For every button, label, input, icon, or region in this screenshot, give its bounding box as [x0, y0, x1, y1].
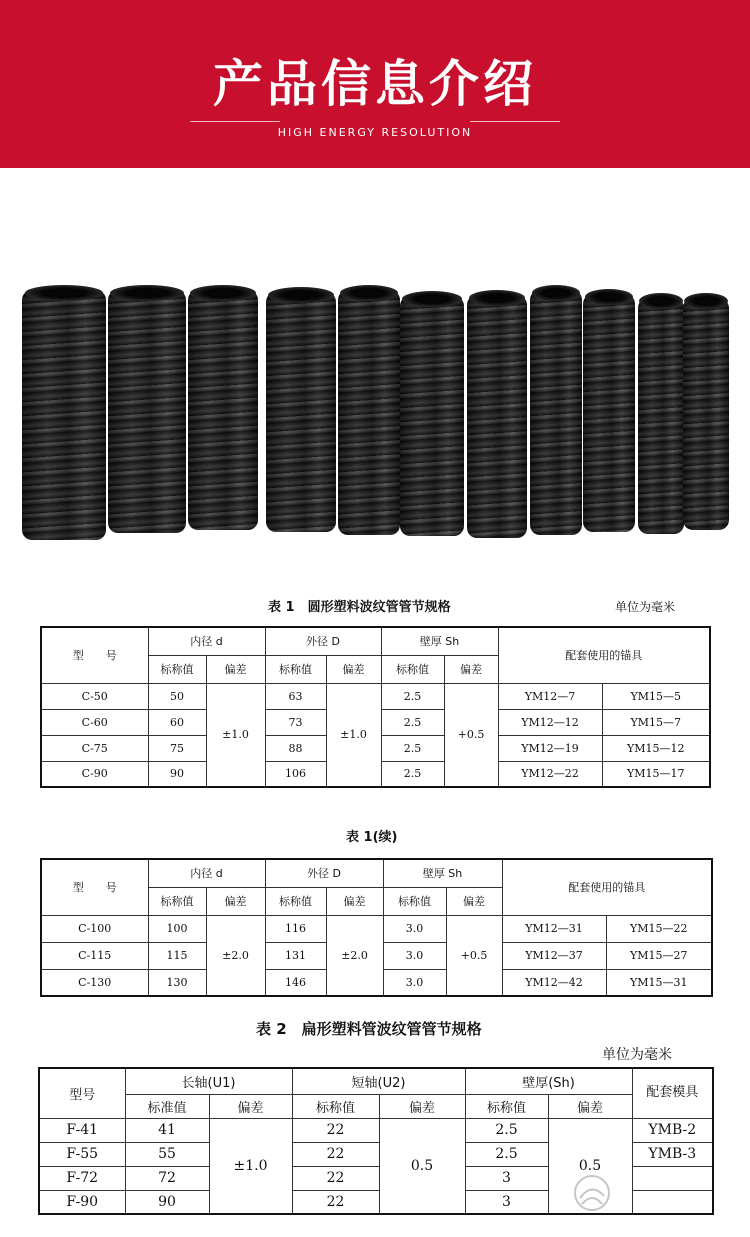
cell-outer: 116: [265, 915, 326, 942]
divider-left: [190, 121, 280, 122]
cell-anchor: YM15—22: [606, 915, 712, 942]
cell-long: 90: [125, 1190, 209, 1214]
cell-model: C-115: [41, 942, 148, 969]
cell-anchor: YM15—27: [606, 942, 712, 969]
cell-wall-deviation: 0.5: [548, 1118, 632, 1214]
cell-inner-deviation: ±1.0: [206, 683, 265, 787]
pipe: [108, 290, 186, 533]
cell-anchor: YM12—19: [498, 735, 602, 761]
cell-model: F-55: [39, 1142, 125, 1166]
header-deviation: 偏差: [444, 655, 498, 683]
cell-wall: 2.5: [381, 709, 444, 735]
cell-anchor: YMB-2: [632, 1118, 713, 1142]
cell-long: 41: [125, 1118, 209, 1142]
cell-model: F-90: [39, 1190, 125, 1214]
cell-model: F-41: [39, 1118, 125, 1142]
header-deviation: 偏差: [379, 1094, 465, 1118]
cell-outer-deviation: ±1.0: [326, 683, 381, 787]
header-deviation: 偏差: [206, 887, 265, 915]
cell-anchor: YMB-3: [632, 1142, 713, 1166]
cell-wall: 3.0: [383, 942, 446, 969]
table-row: [39, 1118, 713, 1142]
watermark-logo: [572, 1168, 732, 1224]
cell-outer-deviation: ±2.0: [326, 915, 383, 996]
cell-inner: 50: [148, 683, 206, 709]
pipe: [583, 294, 635, 532]
pipe: [467, 295, 527, 538]
header-deviation: 偏差: [548, 1094, 632, 1118]
cell-anchor: YM12—7: [498, 683, 602, 709]
header-deviation: 偏差: [209, 1094, 292, 1118]
cell-model: C-100: [41, 915, 148, 942]
table2-unit: 单位为毫米: [602, 1047, 672, 1063]
pipe: [400, 296, 464, 536]
cell-anchor: YM15—31: [606, 969, 712, 996]
cell-inner-deviation: ±2.0: [206, 915, 265, 996]
header-nominal: 标称值: [148, 887, 206, 915]
header-deviation: 偏差: [206, 655, 265, 683]
pipe: [188, 290, 258, 530]
cell-wall: 3: [465, 1190, 548, 1214]
cell-outer: 63: [265, 683, 326, 709]
divider-right: [470, 121, 560, 122]
header-inner: 内径 d: [148, 627, 265, 655]
cell-inner: 100: [148, 915, 206, 942]
cell-wall: 3.0: [383, 969, 446, 996]
header-banner: [0, 0, 750, 168]
header-outer: 外径 D: [265, 859, 383, 887]
cell-model: F-72: [39, 1166, 125, 1190]
header-nominal: 标称值: [292, 1094, 379, 1118]
banner-subtitle: HIGH ENERGY RESOLUTION: [277, 126, 473, 139]
header-wall: 壁厚 Sh: [381, 627, 498, 655]
cell-inner: 75: [148, 735, 206, 761]
watermark-emblem-icon: [572, 1168, 612, 1218]
cell-long: 72: [125, 1166, 209, 1190]
cell-anchor: YM12—42: [502, 969, 606, 996]
table-row: [41, 683, 710, 709]
cell-short: 22: [292, 1190, 379, 1214]
header-short-axis: 短轴(U2): [292, 1068, 465, 1094]
cell-anchor: YM15—12: [602, 735, 710, 761]
cell-anchor: YM12—37: [502, 942, 606, 969]
cell-long-deviation: ±1.0: [209, 1118, 292, 1214]
table-row: [41, 915, 712, 942]
table1b-caption: 表 1(续): [346, 830, 398, 845]
header-anchor: 配套使用的锚具: [502, 859, 712, 915]
header-nominal: 标称值: [265, 655, 326, 683]
pipe: [638, 298, 684, 534]
cell-inner: 115: [148, 942, 206, 969]
cell-anchor: YM12—31: [502, 915, 606, 942]
pipe: [338, 290, 400, 535]
cell-anchor: YM15—5: [602, 683, 710, 709]
header-standard: 标准值: [125, 1094, 209, 1118]
header-nominal: 标称值: [265, 887, 326, 915]
cell-wall: 2.5: [465, 1142, 548, 1166]
cell-long: 55: [125, 1142, 209, 1166]
cell-anchor: YM12—22: [498, 761, 602, 787]
product-image: [0, 240, 750, 540]
cell-inner: 90: [148, 761, 206, 787]
header-deviation: 偏差: [326, 887, 383, 915]
cell-model: C-75: [41, 735, 148, 761]
cell-wall: 2.5: [465, 1118, 548, 1142]
cell-anchor: YM15—17: [602, 761, 710, 787]
cell-outer: 131: [265, 942, 326, 969]
header-wall: 壁厚(Sh): [465, 1068, 632, 1094]
header-inner: 内径 d: [148, 859, 265, 887]
table1-caption: 表 1 圆形塑料波纹管管节规格: [268, 600, 451, 615]
cell-outer: 146: [265, 969, 326, 996]
cell-wall-deviation: +0.5: [446, 915, 502, 996]
header-nominal: 标称值: [465, 1094, 548, 1118]
cell-model: C-90: [41, 761, 148, 787]
header-nominal: 标称值: [383, 887, 446, 915]
cell-outer: 106: [265, 761, 326, 787]
pipe: [530, 290, 582, 535]
cell-short: 22: [292, 1142, 379, 1166]
table1-unit: 单位为毫米: [615, 600, 676, 614]
cell-anchor: YM12—12: [498, 709, 602, 735]
header-anchor: 配套使用的锚具: [498, 627, 710, 683]
cell-inner: 130: [148, 969, 206, 996]
cell-wall: 2.5: [381, 735, 444, 761]
cell-wall: 2.5: [381, 683, 444, 709]
header-long-axis: 长轴(U1): [125, 1068, 292, 1094]
header-anchor: 配套模具: [632, 1068, 713, 1118]
header-nominal: 标称值: [148, 655, 206, 683]
cell-model: C-50: [41, 683, 148, 709]
header-outer: 外径 D: [265, 627, 381, 655]
cell-wall: 2.5: [381, 761, 444, 787]
pipe: [22, 290, 106, 540]
header-deviation: 偏差: [326, 655, 381, 683]
cell-short: 22: [292, 1166, 379, 1190]
header-model: 型 号: [41, 627, 148, 683]
pipe: [683, 298, 729, 530]
cell-wall: 3: [465, 1166, 548, 1190]
header-deviation: 偏差: [446, 887, 502, 915]
cell-short-deviation: 0.5: [379, 1118, 465, 1214]
cell-wall-deviation: +0.5: [444, 683, 498, 787]
header-wall: 壁厚 Sh: [383, 859, 502, 887]
cell-outer: 73: [265, 709, 326, 735]
cell-inner: 60: [148, 709, 206, 735]
banner-title: 产品信息介绍: [213, 55, 537, 113]
table1: [40, 626, 711, 788]
cell-anchor: YM15—7: [602, 709, 710, 735]
table2-caption: 表 2 扁形塑料管波纹管管节规格: [256, 1020, 482, 1038]
pipe: [266, 292, 336, 532]
cell-outer: 88: [265, 735, 326, 761]
cell-model: C-130: [41, 969, 148, 996]
cell-model: C-60: [41, 709, 148, 735]
header-model: 型号: [39, 1068, 125, 1118]
table1-continued: [40, 858, 713, 997]
header-model: 型 号: [41, 859, 148, 915]
cell-wall: 3.0: [383, 915, 446, 942]
header-nominal: 标称值: [381, 655, 444, 683]
cell-short: 22: [292, 1118, 379, 1142]
